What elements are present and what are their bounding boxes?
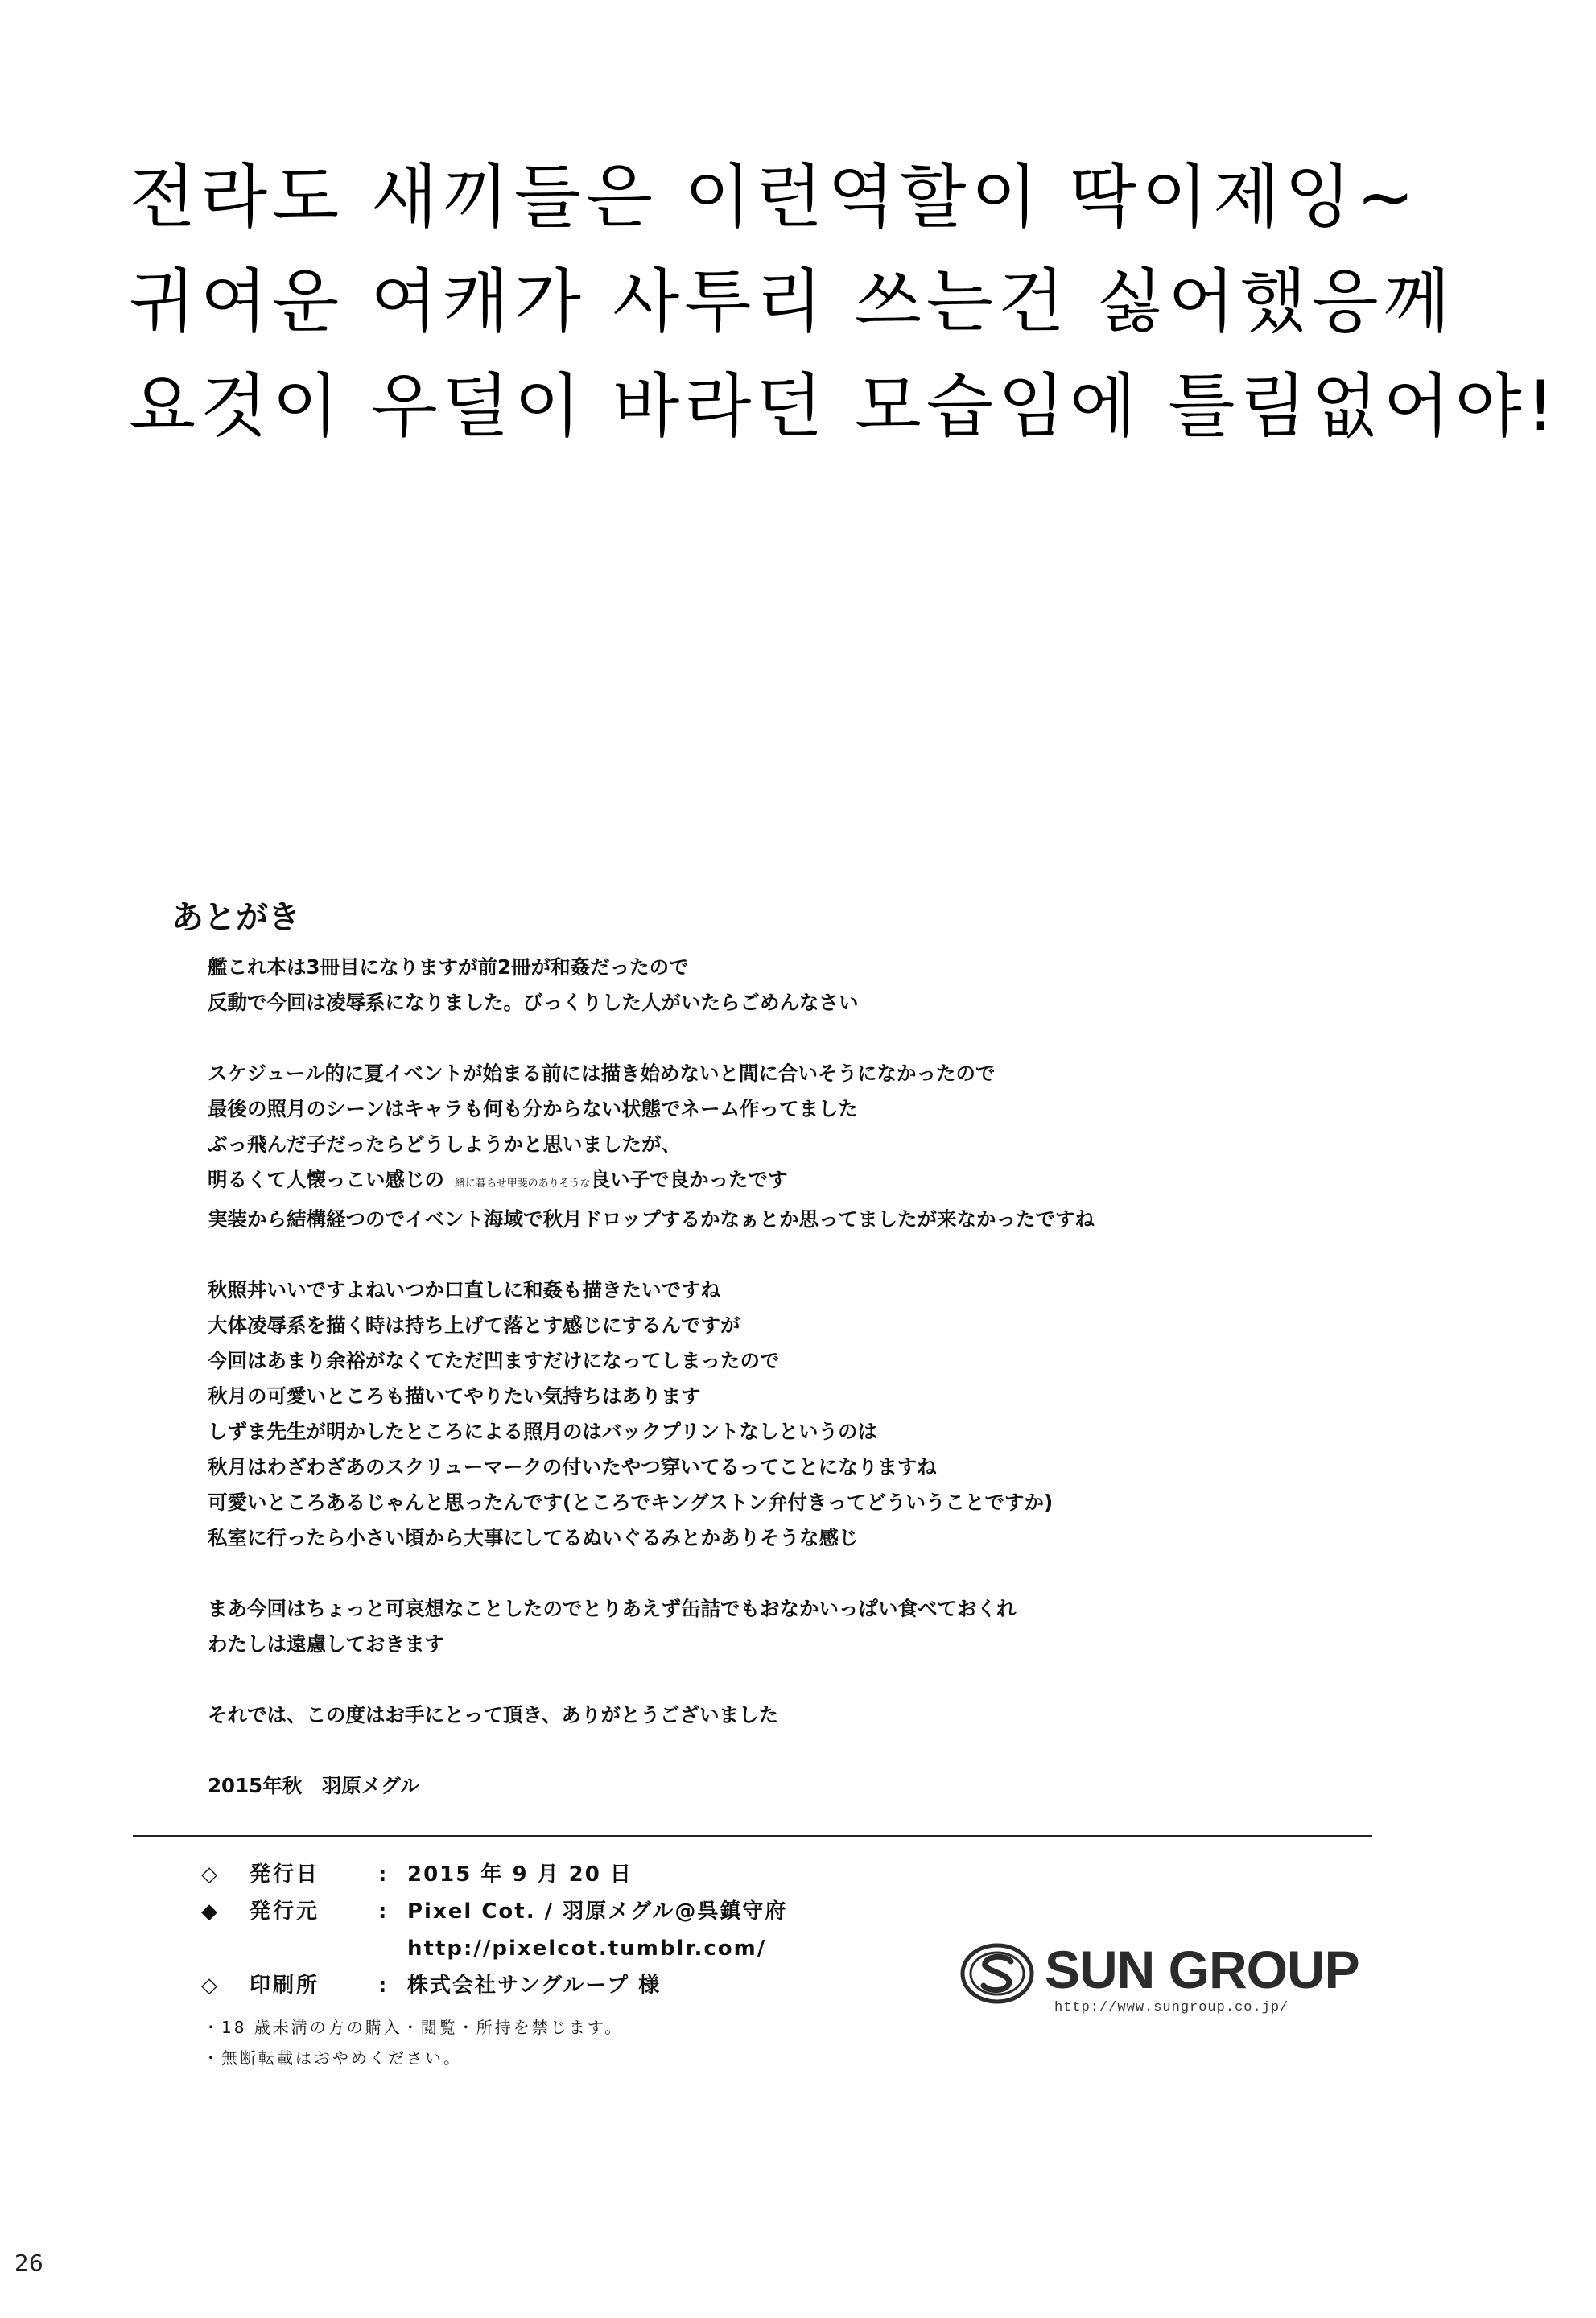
printer-label: 印刷所 [250,1974,320,1998]
note-line-2: 귀여운 여캐가 사투리 쓰는건 싫어했응께 [129,262,1455,342]
open-diamond-icon: ◇ [201,1862,217,1887]
colophon-date-row [201,1856,787,1893]
text-line: それでは、この度はお手にとって頂き、ありがとうございました [208,1703,779,1726]
text-line: わたしは遠慮しておきます [208,1632,444,1656]
date-value: 2015 年 9 月 20 日 [407,1862,633,1887]
text-line: 秋照丼いいですよねいつか口直しに和姦も描きたいですね [208,1278,720,1301]
age-restriction-notice: ・18 歳未満の方の購入・閲覧・所持を禁じます。 [203,2018,624,2037]
publisher-label: 発行元 [250,1899,320,1924]
colon-separator: : [378,1899,387,1924]
text-line: 秋月はわざわざあのスクリューマークの付いたやつ穿いてるってことになりますね [208,1455,937,1479]
handwritten-korean-note [129,145,1560,459]
text-line: 私室に行ったら小さい頃から大事にしてるぬいぐるみとかありそうな感じ [208,1526,859,1549]
text-line: 最後の照月のシーンはキャラも何も分からない状態でネーム作ってました [208,1097,859,1120]
colophon-publisher-row [201,1893,787,1930]
text-segment: 明るくて人懐っこい感じの [208,1168,444,1191]
page-number: 26 [14,2250,43,2276]
text-line: 反動で今回は凌辱系になりました。びっくりした人がいたらごめんなさい [208,991,859,1014]
note-line-1: 전라도 새끼들은 이런역할이 딱이제잉~ [129,157,1420,237]
afterword-title: あとがき [171,899,300,936]
open-diamond-icon: ◇ [201,1974,217,1998]
colophon-printer-row [201,1967,787,2004]
text-line-with-aside [208,1162,1463,1202]
publisher-url: http://pixelcot.tumblr.com/ [407,1936,767,1961]
note-line-3: 요것이 우덜이 바라던 모습임에 틀림없어야! [129,366,1560,447]
date-label: 発行日 [250,1862,320,1887]
afterword-paragraph-1 [208,950,1463,1021]
publisher-value: Pixel Cot. / 羽原メグル@呉鎮守府 [407,1899,788,1924]
text-line: 艦これ本は3冊目になりますが前2冊が和姦だったので [208,955,689,979]
text-line: 今回はあまり余裕がなくてただ凹ますだけになってしまったので [208,1349,780,1372]
text-line: 実装から結構経つのでイベント海域で秋月ドロップするかなぁとか思ってましたが来なかったですね [208,1207,1095,1231]
colophon [201,1856,787,2004]
divider-rule [133,1835,1372,1837]
text-line: まあ今回はちょっと可哀想なことしたのでとりあえず缶詰でもおなかいっぱい食べておくれ [208,1597,1017,1620]
text-line: ぶっ飛んだ子だったらどうしようかと思いましたが、 [208,1132,681,1156]
text-segment: 良い子で良かったです [590,1168,788,1191]
colon-separator: : [378,1862,387,1887]
afterword-paragraph-3 [208,1272,1463,1556]
text-line: スケジュール的に夏イベントが始まる前には描き始めないと間に合いそうになかったので [208,1062,996,1085]
text-line: 可愛いところあるじゃんと思ったんです(ところでキングストン弁付きってどういうことですか) [208,1491,1054,1514]
afterword-body [208,950,1463,1804]
afterword-signature [208,1768,1463,1804]
colon-separator: : [378,1974,387,1998]
printer-value: 株式会社サングループ 様 [407,1974,662,1998]
legal-notices [203,2012,623,2073]
text-line: 大体凌辱系を描く時は持ち上げて落とす感じにするんですが [208,1314,740,1337]
logo-url: http://www.sungroup.co.jp/ [1054,2000,1289,2015]
no-reprint-notice: ・無断転載はおやめください。 [203,2048,462,2068]
filled-diamond-icon: ◆ [201,1899,217,1924]
afterword-paragraph-2 [208,1056,1463,1237]
logo-company-name: SUN GROUP [1045,1940,1359,1999]
sun-group-logo [950,1936,1384,2024]
afterword-paragraph-5 [208,1697,1463,1733]
text-line: 秋月の可愛いところも描いてやりたい気持ちはあります [208,1384,701,1408]
afterword-paragraph-4 [208,1591,1463,1662]
sun-group-logo-icon [959,1942,1035,2005]
small-aside-text: 一緒に暮らせ甲斐のありそうな [444,1178,591,1190]
signature-line: 2015年秋 羽原メグル [208,1774,420,1797]
text-line: しずま先生が明かしたところによる照月のはバックプリントなしというのは [208,1420,878,1443]
